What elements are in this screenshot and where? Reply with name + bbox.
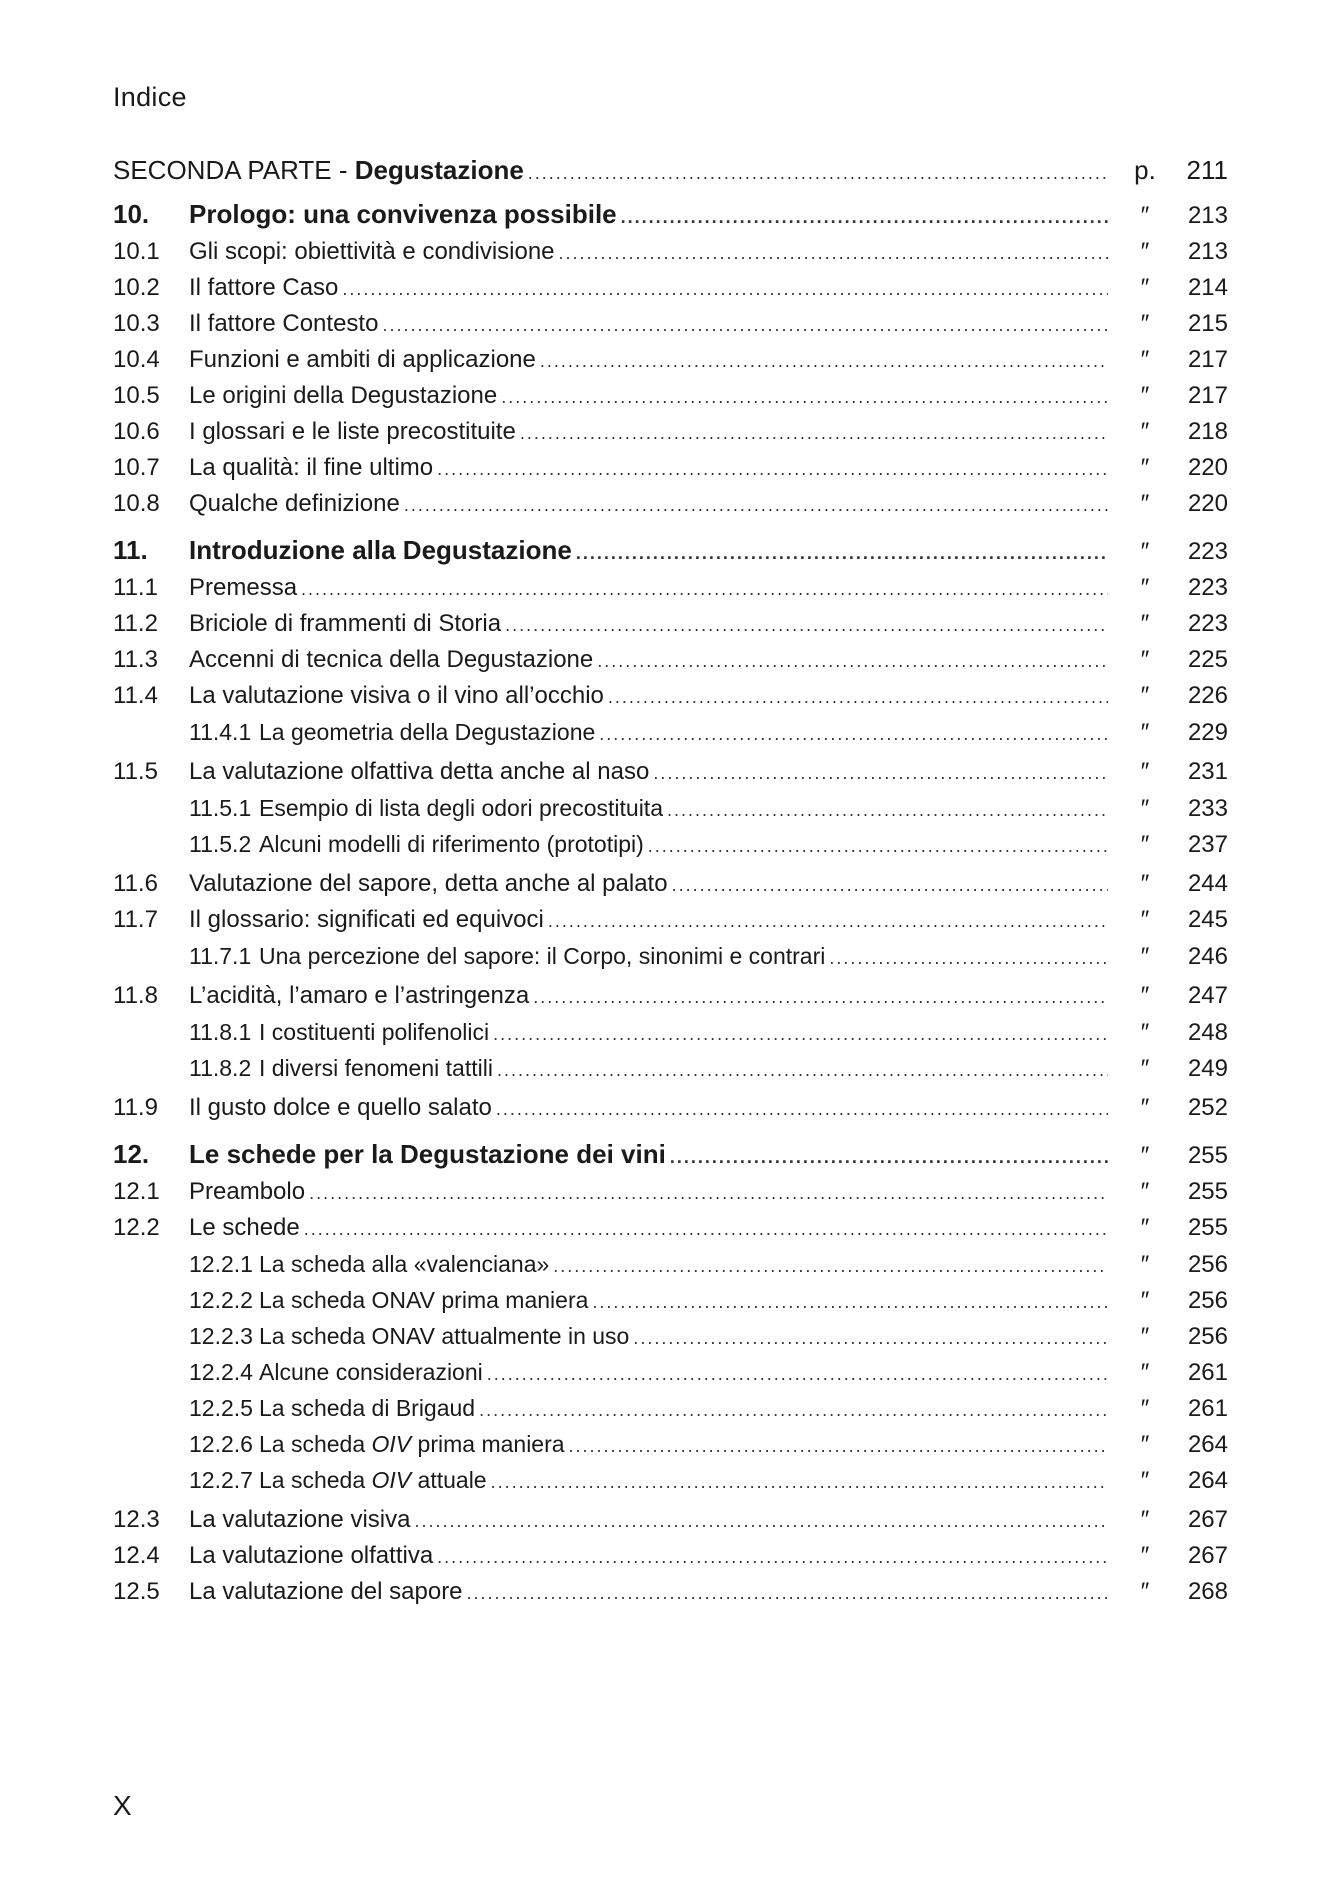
entry-title: Briciole di frammenti di Storia — [189, 610, 502, 637]
dot-leader — [309, 1175, 1108, 1211]
entry-title: I diversi fenomeni tattili — [259, 1055, 493, 1081]
entry-number: 12.2.4 — [189, 1359, 253, 1385]
dot-leader — [599, 716, 1108, 752]
ditto-mark: ″ — [1140, 238, 1150, 265]
entry-title: Gli scopi: obiettività e condivisione — [189, 238, 555, 265]
toc-entry[interactable] — [113, 642, 1228, 678]
dot-leader — [467, 1575, 1108, 1611]
page-number: 215 — [1187, 310, 1228, 337]
dot-leader — [672, 867, 1108, 903]
dot-leader — [479, 1392, 1108, 1428]
toc-entry[interactable] — [113, 1050, 1228, 1086]
dot-leader — [633, 1320, 1108, 1356]
entry-title: Il gusto dolce e quello salato — [189, 1094, 492, 1121]
toc-entry[interactable] — [113, 234, 1228, 270]
page-number: 211 — [1186, 155, 1228, 185]
page-number: 256 — [1187, 1251, 1228, 1278]
entry-number: 11.8 — [113, 982, 158, 1009]
ditto-mark: ″ — [1140, 610, 1150, 637]
page-number: 256 — [1187, 1323, 1228, 1350]
dot-leader — [540, 343, 1108, 379]
entry-title: La valutazione visiva — [189, 1506, 411, 1533]
entry-title: Il fattore Caso — [189, 274, 339, 301]
ditto-mark: ″ — [1140, 382, 1150, 409]
ditto-mark: ″ — [1140, 454, 1150, 481]
dot-leader — [491, 1464, 1108, 1500]
dot-leader — [653, 755, 1108, 791]
entry-number: 10.2 — [113, 274, 160, 301]
page-number: 245 — [1187, 906, 1228, 933]
dot-leader — [414, 1503, 1108, 1539]
ditto-mark: ″ — [1140, 1395, 1150, 1422]
entry-number: 11.7.1 — [189, 943, 252, 969]
entry-title: La valutazione olfattiva — [189, 1542, 434, 1569]
dot-leader — [301, 571, 1108, 607]
entry-title: Preambolo — [189, 1178, 306, 1205]
page-number: 223 — [1187, 574, 1228, 601]
ditto-mark: ″ — [1140, 870, 1150, 897]
entry-number: 10.1 — [113, 238, 160, 265]
dot-leader — [382, 307, 1108, 343]
entry-number: 11.5.2 — [189, 831, 252, 857]
entry-title: L’acidità, l’amaro e l’astringenza — [189, 982, 530, 1009]
page-number: 237 — [1187, 831, 1228, 858]
ditto-mark: ″ — [1140, 490, 1150, 517]
toc-entry[interactable] — [113, 1014, 1228, 1050]
ditto-mark: ″ — [1140, 1055, 1150, 1082]
entry-title: Alcune considerazioni — [259, 1359, 483, 1385]
toc-entry[interactable] — [113, 486, 1228, 522]
page-number: 267 — [1187, 1506, 1228, 1533]
page-number: 213 — [1187, 238, 1228, 265]
entry-title: Una percezione del sapore: il Corpo, sinonimi e contrari — [259, 943, 826, 969]
entry-title: I glossari e le liste precostituite — [189, 418, 516, 445]
entry-number: 10.3 — [113, 310, 160, 337]
folio: X — [113, 1790, 132, 1821]
toc-entry[interactable] — [113, 378, 1228, 414]
entry-number: 12.2.3 — [189, 1323, 253, 1349]
page-number: 248 — [1187, 1019, 1228, 1046]
dot-leader — [501, 379, 1108, 415]
table-of-contents — [113, 150, 1228, 1610]
dot-leader — [597, 643, 1108, 679]
ditto-mark: ″ — [1140, 758, 1150, 785]
entry-number: 11.5.1 — [189, 795, 252, 821]
ditto-mark: ″ — [1140, 719, 1150, 746]
page-number: 256 — [1187, 1287, 1228, 1314]
toc-entry[interactable] — [113, 1426, 1228, 1462]
entry-number: 12. — [113, 1139, 150, 1169]
toc-entry[interactable] — [113, 194, 1228, 234]
entry-number: 12.2.6 — [189, 1431, 253, 1457]
toc-entry[interactable] — [113, 938, 1228, 974]
ditto-mark: ″ — [1140, 574, 1150, 601]
toc-entry[interactable] — [113, 1174, 1228, 1210]
page-number: 223 — [1187, 538, 1228, 565]
toc-entry[interactable] — [113, 1390, 1228, 1426]
ditto-mark: ″ — [1140, 943, 1150, 970]
entry-title: La scheda OIV prima maniera — [259, 1431, 565, 1457]
toc-entry[interactable] — [113, 866, 1228, 902]
entry-number: 11.3 — [113, 646, 158, 673]
dot-leader — [520, 415, 1108, 451]
toc-entry[interactable] — [113, 1574, 1228, 1610]
toc-entry[interactable] — [113, 570, 1228, 606]
entry-title: Il fattore Contesto — [189, 310, 379, 337]
page-number: 252 — [1187, 1094, 1228, 1121]
ditto-mark: ″ — [1140, 1542, 1150, 1569]
entry-number: 10.4 — [113, 346, 160, 373]
entry-title: Qualche definizione — [189, 490, 400, 517]
page-number: 233 — [1187, 795, 1228, 822]
dot-leader — [437, 451, 1108, 487]
page-number: 255 — [1187, 1214, 1228, 1241]
entry-number: 10.6 — [113, 418, 160, 445]
toc-entry[interactable] — [113, 1538, 1228, 1574]
entry-title: Le schede — [189, 1214, 300, 1241]
entry-number: 11.4.1 — [189, 719, 252, 745]
entry-number: 11.7 — [113, 906, 158, 933]
dot-leader — [569, 1428, 1108, 1464]
page-number: 217 — [1187, 346, 1228, 373]
entry-number: 12.2.1 — [189, 1251, 253, 1277]
page-prefix: p. — [1134, 155, 1156, 185]
ditto-mark: ″ — [1140, 538, 1150, 565]
part-title: SECONDA PARTE - Degustazione — [113, 155, 524, 185]
toc-entry[interactable] — [113, 790, 1228, 826]
entry-number: 12.2.5 — [189, 1395, 253, 1421]
toc-entry[interactable] — [113, 902, 1228, 938]
dot-leader — [533, 979, 1108, 1015]
dot-leader — [505, 607, 1108, 643]
ditto-mark: ″ — [1140, 202, 1150, 229]
dot-leader — [829, 940, 1108, 976]
page-number: 246 — [1187, 943, 1228, 970]
entry-title: La qualità: il fine ultimo — [189, 454, 434, 481]
ditto-mark: ″ — [1140, 1287, 1150, 1314]
dot-leader — [304, 1211, 1108, 1247]
entry-number: 12.2.7 — [189, 1467, 253, 1493]
entry-number: 12.2 — [113, 1214, 160, 1241]
page-number: 261 — [1187, 1395, 1228, 1422]
entry-number: 11.8.1 — [189, 1019, 252, 1045]
dot-leader — [493, 1016, 1108, 1052]
ditto-mark: ″ — [1140, 682, 1150, 709]
toc-entry[interactable] — [113, 270, 1228, 306]
page-number: 220 — [1187, 490, 1228, 517]
dot-leader — [592, 1284, 1108, 1320]
entry-number: 12.5 — [113, 1578, 160, 1605]
page-number: 255 — [1187, 1142, 1228, 1169]
entry-number: 10.5 — [113, 382, 160, 409]
toc-part-entry[interactable] — [113, 150, 1228, 190]
toc-entry[interactable] — [113, 678, 1228, 714]
page-number: 264 — [1187, 1431, 1228, 1458]
entry-title: La scheda alla «valenciana» — [259, 1251, 550, 1277]
entry-title: La valutazione del sapore — [189, 1578, 463, 1605]
ditto-mark: ″ — [1140, 1578, 1150, 1605]
page-number: 229 — [1187, 719, 1228, 746]
entry-title: La valutazione visiva o il vino all’occhio — [189, 682, 604, 709]
toc-entry[interactable] — [113, 1318, 1228, 1354]
entry-title: La scheda OIV attuale — [259, 1467, 487, 1493]
toc-entry[interactable] — [113, 606, 1228, 642]
entry-number: 10. — [113, 199, 150, 229]
dot-leader — [437, 1539, 1108, 1575]
entry-number: 12.1 — [113, 1178, 160, 1205]
entry-title: Valutazione del sapore, detta anche al palato — [189, 870, 668, 897]
page-number: 261 — [1187, 1359, 1228, 1386]
entry-number: 10.8 — [113, 490, 160, 517]
toc-entry[interactable] — [113, 978, 1228, 1014]
ditto-mark: ″ — [1140, 346, 1150, 373]
ditto-mark: ″ — [1140, 1359, 1150, 1386]
dot-leader — [548, 903, 1108, 939]
entry-title: La geometria della Degustazione — [259, 719, 596, 745]
entry-title: Alcuni modelli di riferimento (prototipi) — [259, 831, 644, 857]
page-number: 255 — [1187, 1178, 1228, 1205]
entry-number: 11.5 — [113, 758, 158, 785]
dot-leader — [670, 1137, 1108, 1177]
dot-leader — [497, 1052, 1108, 1088]
toc-entry[interactable] — [113, 1246, 1228, 1282]
page-number: 226 — [1187, 682, 1228, 709]
entry-title: Prologo: una convivenza possibile — [189, 199, 617, 229]
page-number: 217 — [1187, 382, 1228, 409]
entry-title: Premessa — [189, 574, 298, 601]
entry-number: 11.9 — [113, 1094, 158, 1121]
ditto-mark: ″ — [1140, 1467, 1150, 1494]
dot-leader — [404, 487, 1108, 523]
page-number: 220 — [1187, 454, 1228, 481]
toc-entry[interactable] — [113, 1502, 1228, 1538]
entry-title: Accenni di tecnica della Degustazione — [189, 646, 594, 673]
toc-entry[interactable] — [113, 530, 1228, 570]
ditto-mark: ″ — [1140, 1019, 1150, 1046]
page-number: 249 — [1187, 1055, 1228, 1082]
entry-title: Le schede per la Degustazione dei vini — [189, 1139, 666, 1169]
entry-title: La valutazione olfattiva detta anche al naso — [189, 758, 650, 785]
dot-leader — [648, 828, 1108, 864]
entry-title: Le origini della Degustazione — [189, 382, 498, 409]
toc-entry[interactable] — [113, 1354, 1228, 1390]
page-number: 244 — [1187, 870, 1228, 897]
entry-number: 12.4 — [113, 1542, 160, 1569]
toc-entry[interactable] — [113, 1462, 1228, 1498]
page-number: 214 — [1187, 274, 1228, 301]
ditto-mark: ″ — [1140, 418, 1150, 445]
ditto-mark: ″ — [1140, 906, 1150, 933]
page-number: 225 — [1187, 646, 1228, 673]
page-number: 267 — [1187, 1542, 1228, 1569]
entry-title: Introduzione alla Degustazione — [189, 535, 572, 565]
dot-leader — [528, 153, 1108, 193]
entry-number: 11. — [113, 535, 148, 565]
dot-leader — [608, 679, 1108, 715]
dot-leader — [667, 792, 1108, 828]
toc-entry[interactable] — [113, 1134, 1228, 1174]
page-number: 264 — [1187, 1467, 1228, 1494]
dot-leader — [496, 1091, 1108, 1127]
ditto-mark: ″ — [1140, 310, 1150, 337]
dot-leader — [342, 271, 1108, 307]
toc-entry[interactable] — [113, 414, 1228, 450]
entry-number: 11.8.2 — [189, 1055, 252, 1081]
ditto-mark: ″ — [1140, 1142, 1150, 1169]
entry-title: Funzioni e ambiti di applicazione — [189, 346, 536, 373]
toc-entry[interactable] — [113, 1210, 1228, 1246]
page-number: 223 — [1187, 610, 1228, 637]
entry-number: 12.3 — [113, 1506, 160, 1533]
toc-entry[interactable] — [113, 450, 1228, 486]
page-number: 268 — [1187, 1578, 1228, 1605]
ditto-mark: ″ — [1140, 795, 1150, 822]
ditto-mark: ″ — [1140, 1323, 1150, 1350]
entry-title: La scheda ONAV attualmente in uso — [259, 1323, 630, 1349]
toc-entries — [113, 194, 1228, 1610]
ditto-mark: ″ — [1140, 1431, 1150, 1458]
dot-leader — [576, 533, 1108, 573]
ditto-mark: ″ — [1140, 1094, 1150, 1121]
toc-entry[interactable] — [113, 826, 1228, 862]
toc-entry[interactable] — [113, 1090, 1228, 1126]
toc-entry[interactable] — [113, 714, 1228, 750]
toc-entry[interactable] — [113, 1282, 1228, 1318]
ditto-mark: ″ — [1140, 1178, 1150, 1205]
page-header: Indice — [113, 82, 187, 112]
ditto-mark: ″ — [1140, 274, 1150, 301]
ditto-mark: ″ — [1140, 1251, 1150, 1278]
page-number: 231 — [1187, 758, 1228, 785]
entry-title: La scheda ONAV prima maniera — [259, 1287, 589, 1313]
entry-title: Il glossario: significati ed equivoci — [189, 906, 544, 933]
ditto-mark: ″ — [1140, 831, 1150, 858]
entry-number: 10.7 — [113, 454, 160, 481]
entry-title: I costituenti polifenolici — [259, 1019, 490, 1045]
ditto-mark: ″ — [1140, 646, 1150, 673]
ditto-mark: ″ — [1140, 982, 1150, 1009]
entry-number: 12.2.2 — [189, 1287, 253, 1313]
page-number: 218 — [1187, 418, 1228, 445]
ditto-mark: ″ — [1140, 1214, 1150, 1241]
dot-leader — [559, 235, 1108, 271]
toc-entry[interactable] — [113, 342, 1228, 378]
entry-number: 11.6 — [113, 870, 158, 897]
dot-leader — [487, 1356, 1108, 1392]
page-number: 213 — [1187, 202, 1228, 229]
dot-leader — [621, 197, 1108, 237]
page-number: 247 — [1187, 982, 1228, 1009]
entry-number: 11.2 — [113, 610, 158, 637]
entry-title: La scheda di Brigaud — [259, 1395, 476, 1421]
ditto-mark: ″ — [1140, 1506, 1150, 1533]
entry-title: Esempio di lista degli odori precostituita — [259, 795, 663, 821]
entry-number: 11.4 — [113, 682, 158, 709]
dot-leader — [553, 1248, 1108, 1284]
toc-entry[interactable] — [113, 306, 1228, 342]
entry-number: 11.1 — [113, 574, 158, 601]
toc-entry[interactable] — [113, 754, 1228, 790]
